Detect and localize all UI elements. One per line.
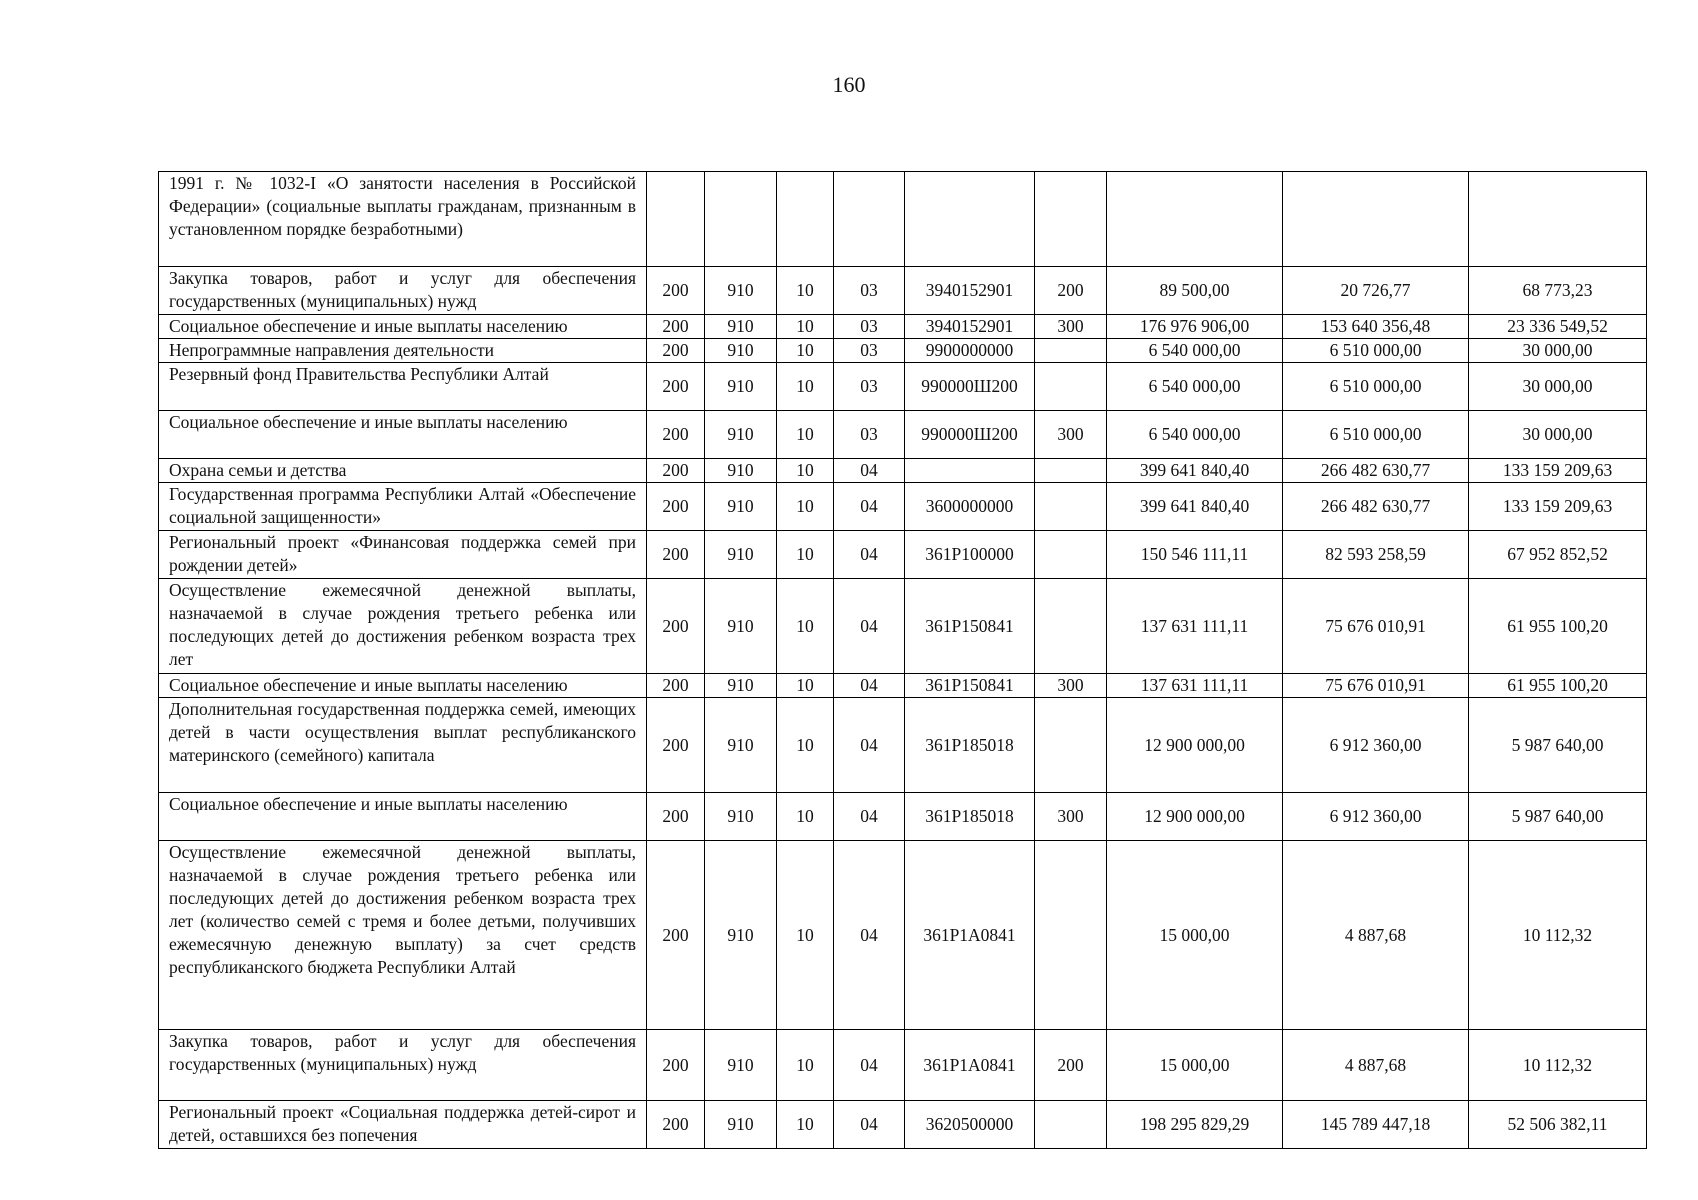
ministry-code-cell: 910	[705, 841, 777, 1030]
admin-code-cell: 200	[647, 483, 705, 531]
remaining-amount-cell: 61 955 100,20	[1469, 674, 1647, 698]
section-code-cell: 10	[777, 1101, 834, 1149]
planned-amount-cell: 399 641 840,40	[1107, 459, 1283, 483]
section-code-cell: 10	[777, 315, 834, 339]
admin-code-cell: 200	[647, 674, 705, 698]
remaining-amount-cell: 10 112,32	[1469, 1030, 1647, 1101]
expense-type-cell	[1035, 579, 1107, 674]
remaining-amount-cell: 30 000,00	[1469, 363, 1647, 411]
target-article-cell: 990000Ш200	[905, 411, 1035, 459]
planned-amount-cell: 89 500,00	[1107, 267, 1283, 315]
target-article-cell: 361P185018	[905, 698, 1035, 793]
section-code-cell: 10	[777, 841, 834, 1030]
expense-type-cell: 300	[1035, 674, 1107, 698]
planned-amount-cell: 12 900 000,00	[1107, 793, 1283, 841]
target-article-cell: 3620500000	[905, 1101, 1035, 1149]
target-article-cell: 9900000000	[905, 339, 1035, 363]
ministry-code-cell: 910	[705, 793, 777, 841]
ministry-code-cell: 910	[705, 315, 777, 339]
target-article-cell: 361P185018	[905, 793, 1035, 841]
executed-amount-cell: 4 887,68	[1283, 1030, 1469, 1101]
executed-amount-cell: 75 676 010,91	[1283, 674, 1469, 698]
subsection-code-cell: 04	[834, 579, 905, 674]
table-row	[159, 674, 1647, 698]
executed-amount-cell: 75 676 010,91	[1283, 579, 1469, 674]
ministry-code-cell: 910	[705, 531, 777, 579]
admin-code-cell: 200	[647, 698, 705, 793]
row-description: Социальное обеспечение и иные выплаты населению	[159, 411, 647, 459]
row-description: Социальное обеспечение и иные выплаты населению	[159, 674, 647, 698]
expense-type-cell	[1035, 531, 1107, 579]
expense-type-cell	[1035, 363, 1107, 411]
subsection-code-cell: 04	[834, 674, 905, 698]
section-code-cell	[777, 172, 834, 267]
row-description: 1991 г. № 1032-I «О занятости населения в Российской Федерации» (социальные выплаты гражданам, признанным в установленном порядке безработными)	[159, 172, 647, 267]
section-code-cell: 10	[777, 793, 834, 841]
subsection-code-cell: 04	[834, 1030, 905, 1101]
admin-code-cell: 200	[647, 841, 705, 1030]
row-description: Государственная программа Республики Алтай «Обеспечение социальной защищенности»	[159, 483, 647, 531]
ministry-code-cell: 910	[705, 1030, 777, 1101]
table-row	[159, 1101, 1647, 1149]
row-description: Социальное обеспечение и иные выплаты населению	[159, 315, 647, 339]
remaining-amount-cell: 23 336 549,52	[1469, 315, 1647, 339]
row-description: Осуществление ежемесячной денежной выплаты, назначаемой в случае рождения третьего ребенка или последующих детей до достижения ребенком возраста трех лет	[159, 579, 647, 674]
executed-amount-cell: 145 789 447,18	[1283, 1101, 1469, 1149]
remaining-amount-cell: 68 773,23	[1469, 267, 1647, 315]
subsection-code-cell: 04	[834, 483, 905, 531]
target-article-cell	[905, 459, 1035, 483]
planned-amount-cell: 6 540 000,00	[1107, 411, 1283, 459]
planned-amount-cell: 137 631 111,11	[1107, 674, 1283, 698]
remaining-amount-cell: 133 159 209,63	[1469, 483, 1647, 531]
expense-type-cell	[1035, 483, 1107, 531]
planned-amount-cell: 150 546 111,11	[1107, 531, 1283, 579]
table-row	[159, 841, 1647, 1030]
section-code-cell: 10	[777, 579, 834, 674]
ministry-code-cell: 910	[705, 674, 777, 698]
executed-amount-cell: 6 510 000,00	[1283, 339, 1469, 363]
remaining-amount-cell: 5 987 640,00	[1469, 698, 1647, 793]
table-row	[159, 411, 1647, 459]
admin-code-cell: 200	[647, 579, 705, 674]
executed-amount-cell: 153 640 356,48	[1283, 315, 1469, 339]
table-row	[159, 1030, 1647, 1101]
expense-type-cell: 200	[1035, 267, 1107, 315]
table-row	[159, 531, 1647, 579]
section-code-cell: 10	[777, 363, 834, 411]
table-row	[159, 172, 1647, 267]
table-row	[159, 315, 1647, 339]
table-body	[159, 172, 1647, 1149]
subsection-code-cell: 03	[834, 411, 905, 459]
admin-code-cell	[647, 172, 705, 267]
section-code-cell: 10	[777, 674, 834, 698]
admin-code-cell: 200	[647, 531, 705, 579]
remaining-amount-cell: 30 000,00	[1469, 339, 1647, 363]
planned-amount-cell: 399 641 840,40	[1107, 483, 1283, 531]
target-article-cell: 3600000000	[905, 483, 1035, 531]
remaining-amount-cell: 10 112,32	[1469, 841, 1647, 1030]
subsection-code-cell: 03	[834, 363, 905, 411]
ministry-code-cell: 910	[705, 459, 777, 483]
expense-type-cell: 200	[1035, 1030, 1107, 1101]
table-row	[159, 363, 1647, 411]
target-article-cell: 361P1A0841	[905, 1030, 1035, 1101]
row-description: Непрограммные направления деятельности	[159, 339, 647, 363]
executed-amount-cell: 4 887,68	[1283, 841, 1469, 1030]
section-code-cell: 10	[777, 411, 834, 459]
expense-type-cell	[1035, 339, 1107, 363]
target-article-cell	[905, 172, 1035, 267]
admin-code-cell: 200	[647, 1101, 705, 1149]
remaining-amount-cell	[1469, 172, 1647, 267]
row-description: Региональный проект «Финансовая поддержка семей при рождении детей»	[159, 531, 647, 579]
planned-amount-cell: 15 000,00	[1107, 1030, 1283, 1101]
remaining-amount-cell: 52 506 382,11	[1469, 1101, 1647, 1149]
row-description: Закупка товаров, работ и услуг для обеспечения государственных (муниципальных) нужд	[159, 267, 647, 315]
subsection-code-cell: 04	[834, 1101, 905, 1149]
section-code-cell: 10	[777, 339, 834, 363]
admin-code-cell: 200	[647, 363, 705, 411]
admin-code-cell: 200	[647, 339, 705, 363]
admin-code-cell: 200	[647, 793, 705, 841]
expense-type-cell: 300	[1035, 793, 1107, 841]
target-article-cell: 361P150841	[905, 579, 1035, 674]
executed-amount-cell: 266 482 630,77	[1283, 483, 1469, 531]
executed-amount-cell: 82 593 258,59	[1283, 531, 1469, 579]
section-code-cell: 10	[777, 698, 834, 793]
admin-code-cell: 200	[647, 267, 705, 315]
table-row	[159, 698, 1647, 793]
target-article-cell: 361P150841	[905, 674, 1035, 698]
planned-amount-cell: 176 976 906,00	[1107, 315, 1283, 339]
section-code-cell: 10	[777, 459, 834, 483]
row-description: Региональный проект «Социальная поддержка детей-сирот и детей, оставшихся без попечения	[159, 1101, 647, 1149]
table-row	[159, 579, 1647, 674]
ministry-code-cell: 910	[705, 411, 777, 459]
ministry-code-cell: 910	[705, 698, 777, 793]
planned-amount-cell: 198 295 829,29	[1107, 1101, 1283, 1149]
target-article-cell: 3940152901	[905, 315, 1035, 339]
executed-amount-cell	[1283, 172, 1469, 267]
row-description: Закупка товаров, работ и услуг для обеспечения государственных (муниципальных) нужд	[159, 1030, 647, 1101]
executed-amount-cell: 6 510 000,00	[1283, 411, 1469, 459]
row-description: Резервный фонд Правительства Республики Алтай	[159, 363, 647, 411]
subsection-code-cell: 03	[834, 267, 905, 315]
executed-amount-cell: 20 726,77	[1283, 267, 1469, 315]
table-row	[159, 459, 1647, 483]
ministry-code-cell	[705, 172, 777, 267]
target-article-cell: 990000Ш200	[905, 363, 1035, 411]
ministry-code-cell: 910	[705, 579, 777, 674]
admin-code-cell: 200	[647, 1030, 705, 1101]
page-number: 160	[832, 72, 866, 97]
table-row	[159, 793, 1647, 841]
section-code-cell: 10	[777, 1030, 834, 1101]
subsection-code-cell	[834, 172, 905, 267]
subsection-code-cell: 04	[834, 793, 905, 841]
ministry-code-cell: 910	[705, 339, 777, 363]
table-row	[159, 339, 1647, 363]
planned-amount-cell: 6 540 000,00	[1107, 339, 1283, 363]
table-row	[159, 483, 1647, 531]
ministry-code-cell: 910	[705, 1101, 777, 1149]
subsection-code-cell: 04	[834, 841, 905, 1030]
expense-type-cell	[1035, 459, 1107, 483]
executed-amount-cell: 6 912 360,00	[1283, 793, 1469, 841]
executed-amount-cell: 266 482 630,77	[1283, 459, 1469, 483]
executed-amount-cell: 6 912 360,00	[1283, 698, 1469, 793]
subsection-code-cell: 04	[834, 531, 905, 579]
remaining-amount-cell: 133 159 209,63	[1469, 459, 1647, 483]
executed-amount-cell: 6 510 000,00	[1283, 363, 1469, 411]
row-description: Осуществление ежемесячной денежной выплаты, назначаемой в случае рождения третьего ребенка или последующих детей до достижения ребенком возраста трех лет (количество семей с тремя и более детьми, получивших ежемесячную денежную выплату) за счет средств республиканского бюджета Республики Алтай	[159, 841, 647, 1030]
planned-amount-cell: 6 540 000,00	[1107, 363, 1283, 411]
admin-code-cell: 200	[647, 315, 705, 339]
remaining-amount-cell: 61 955 100,20	[1469, 579, 1647, 674]
expense-type-cell	[1035, 841, 1107, 1030]
remaining-amount-cell: 5 987 640,00	[1469, 793, 1647, 841]
expense-type-cell	[1035, 698, 1107, 793]
admin-code-cell: 200	[647, 411, 705, 459]
target-article-cell: 3940152901	[905, 267, 1035, 315]
planned-amount-cell: 12 900 000,00	[1107, 698, 1283, 793]
remaining-amount-cell: 67 952 852,52	[1469, 531, 1647, 579]
row-description: Социальное обеспечение и иные выплаты населению	[159, 793, 647, 841]
expense-type-cell: 300	[1035, 315, 1107, 339]
target-article-cell: 361P100000	[905, 531, 1035, 579]
planned-amount-cell: 137 631 111,11	[1107, 579, 1283, 674]
planned-amount-cell	[1107, 172, 1283, 267]
subsection-code-cell: 04	[834, 459, 905, 483]
expense-type-cell: 300	[1035, 411, 1107, 459]
expense-type-cell	[1035, 1101, 1107, 1149]
subsection-code-cell: 03	[834, 339, 905, 363]
admin-code-cell: 200	[647, 459, 705, 483]
row-description: Дополнительная государственная поддержка семей, имеющих детей в части осуществления выплат республиканского материнского (семейного) капитала	[159, 698, 647, 793]
subsection-code-cell: 04	[834, 698, 905, 793]
remaining-amount-cell: 30 000,00	[1469, 411, 1647, 459]
section-code-cell: 10	[777, 531, 834, 579]
subsection-code-cell: 03	[834, 315, 905, 339]
target-article-cell: 361P1A0841	[905, 841, 1035, 1030]
ministry-code-cell: 910	[705, 363, 777, 411]
table-row	[159, 267, 1647, 315]
section-code-cell: 10	[777, 267, 834, 315]
row-description: Охрана семьи и детства	[159, 459, 647, 483]
ministry-code-cell: 910	[705, 483, 777, 531]
budget-table	[158, 171, 1647, 1149]
planned-amount-cell: 15 000,00	[1107, 841, 1283, 1030]
section-code-cell: 10	[777, 483, 834, 531]
expense-type-cell	[1035, 172, 1107, 267]
ministry-code-cell: 910	[705, 267, 777, 315]
